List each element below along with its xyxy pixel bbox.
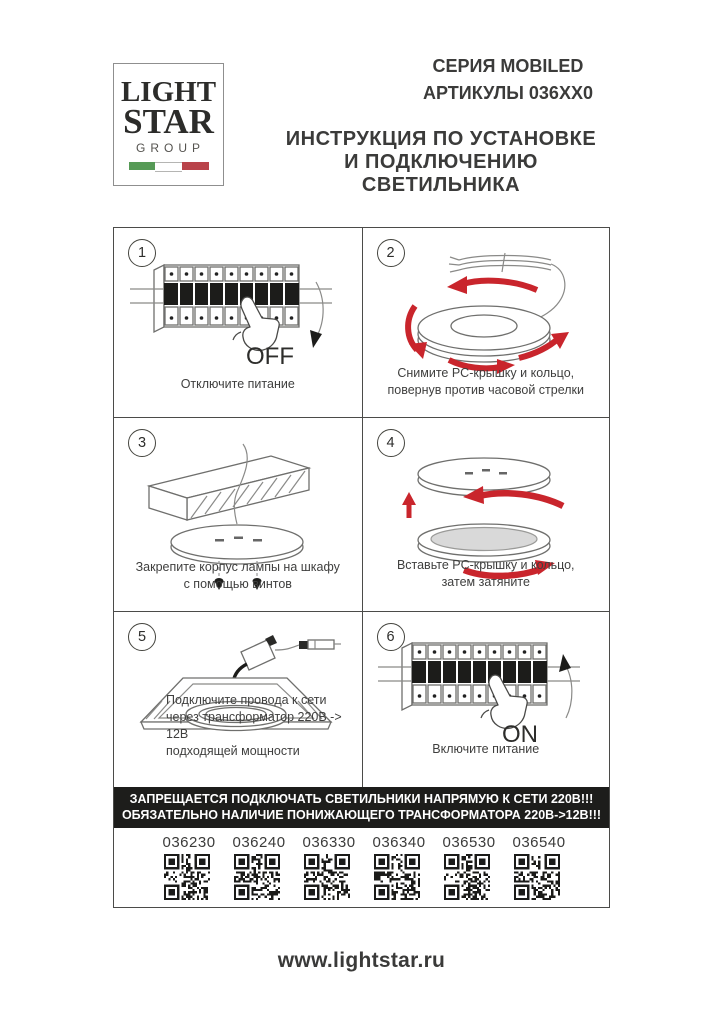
- article-qr-row: [114, 828, 609, 907]
- transformer: [241, 635, 299, 670]
- step-4-number: 4: [377, 429, 405, 457]
- logo-text-star: STAR: [123, 102, 214, 141]
- article-item: [442, 834, 496, 907]
- connector: [299, 640, 341, 649]
- flag-red-segment: [182, 162, 209, 170]
- articles-line: АРТИКУЛЫ 036XX0: [423, 83, 593, 103]
- step-5-caption: Подключите провода к сети через трансформатор 220В -> 12В подходящей мощности: [166, 693, 342, 758]
- breaker-off-illustration: [126, 254, 350, 372]
- qr-code: [304, 854, 350, 900]
- step-5-number: 5: [128, 623, 156, 651]
- article-number: 036240: [232, 834, 286, 851]
- step-1-caption: Отключите питание: [180, 377, 295, 391]
- step-1-number: 1: [128, 239, 156, 267]
- series-line: СЕРИЯ MOBILED: [432, 56, 584, 76]
- qr-code: [164, 854, 210, 900]
- logo-text-light: LIGHT: [120, 76, 217, 108]
- logo-text-group: GROUP: [135, 141, 205, 155]
- step-6-cell: [362, 612, 610, 787]
- step-4-cell: [362, 418, 610, 611]
- article-item: [162, 834, 216, 907]
- step-2-number: 2: [377, 239, 405, 267]
- qr-code: [514, 854, 560, 900]
- warning-line-2: ОБЯЗАТЕЛЬНО НАЛИЧИЕ ПОНИЖАЮЩЕГО ТРАНСФОРМАТОРА 220В->12В!!!: [121, 807, 602, 822]
- series-heading: [358, 53, 658, 107]
- title-line-2: И ПОДКЛЮЧЕНИЮ СВЕТИЛЬНИКА: [344, 151, 538, 196]
- step-3-number: 3: [128, 429, 156, 457]
- off-label: OFF: [245, 343, 294, 370]
- page-title: [263, 128, 619, 197]
- breaker-on-illustration: [374, 632, 598, 750]
- article-number: 036230: [162, 834, 216, 851]
- remove-cover-illustration: [379, 244, 593, 376]
- warning-banner: [114, 787, 609, 828]
- step-4-caption: Вставьте PC-крышку и кольцо, затем затяните: [396, 558, 575, 589]
- step-6-number: 6: [377, 623, 405, 651]
- step-6-caption: Включите питание: [432, 742, 540, 756]
- breaker-modules: [412, 645, 547, 703]
- article-item: [512, 834, 566, 907]
- lightstar-logo: [113, 63, 224, 186]
- step-2-caption: Снимите PC-крышку и кольцо, повернув против часовой стрелки: [387, 366, 585, 397]
- article-item: [372, 834, 426, 907]
- step-3-caption: Закрепите корпус лампы на шкафу с помощью винтов: [135, 560, 340, 591]
- arrow-down-head: [310, 330, 322, 348]
- flag-green-segment: [129, 162, 156, 170]
- pc-cover-disc: [418, 458, 550, 496]
- qr-code: [444, 854, 490, 900]
- warning-line-1: ЗАПРЕЩАЕТСЯ ПОДКЛЮЧАТЬ СВЕТИЛЬНИКИ НАПРЯМУЮ К СЕТИ 220В!!!: [129, 792, 594, 806]
- breaker-modules: [164, 267, 299, 325]
- article-number: 036530: [442, 834, 496, 851]
- italian-flag-stripe: [129, 162, 209, 170]
- article-number: 036540: [512, 834, 566, 851]
- step-2-cell: [362, 228, 610, 417]
- qr-code: [234, 854, 280, 900]
- article-item: [302, 834, 356, 907]
- article-item: [232, 834, 286, 907]
- qr-code: [374, 854, 420, 900]
- cabinet-board: [149, 456, 309, 520]
- instruction-table: [113, 227, 610, 908]
- article-number: 036330: [302, 834, 356, 851]
- step-5-cell: [114, 612, 362, 787]
- arrow-up-head: [559, 654, 571, 672]
- website-url: www.lightstar.ru: [277, 949, 446, 972]
- flag-white-segment: [155, 162, 182, 172]
- on-label: ON: [501, 721, 538, 748]
- step-1-cell: [114, 228, 362, 417]
- article-number: 036340: [372, 834, 426, 851]
- title-line-1: ИНСТРУКЦИЯ ПО УСТАНОВКЕ: [285, 128, 597, 150]
- step-3-cell: [114, 418, 362, 611]
